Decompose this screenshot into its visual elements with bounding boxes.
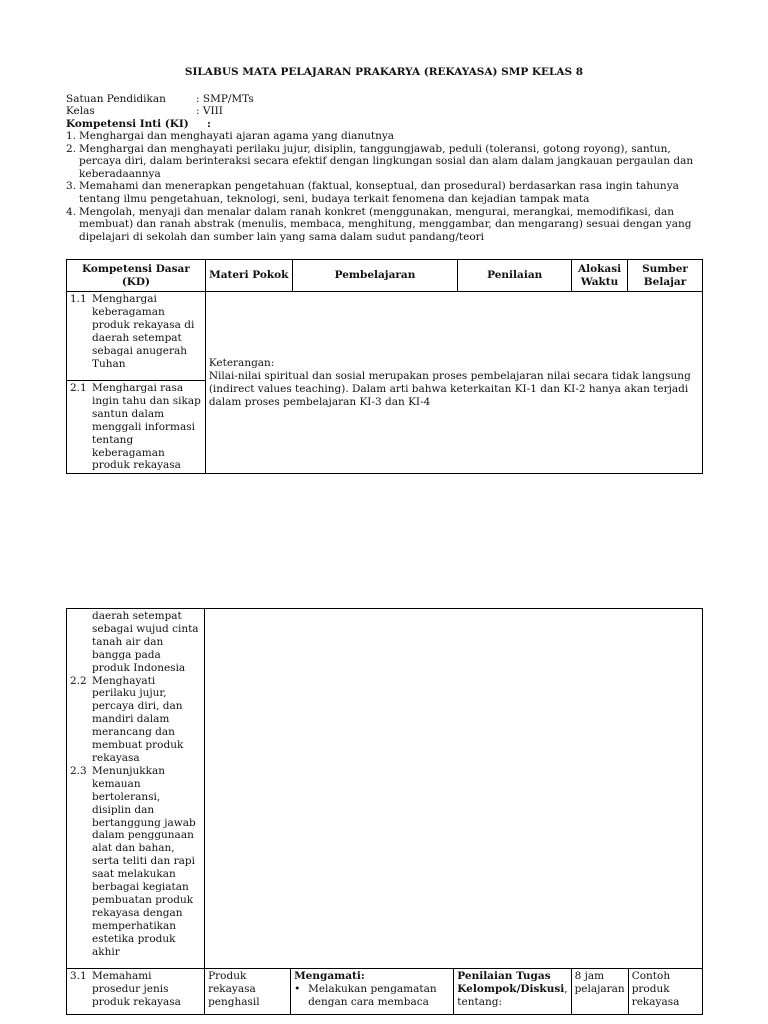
kd-text: Menghargai rasa ingin tahu dan sikap santun dalam menggali informasi tentang keberagaman produk rekayasa bbox=[92, 382, 201, 472]
header-pembelajaran: Pembelajaran bbox=[292, 260, 458, 292]
kd-number: 1.1 bbox=[70, 293, 87, 305]
header-penilaian: Penilaian bbox=[458, 260, 572, 292]
kd-text: Menunjukkan kemauan bertoleransi, disiplin dan bertanggung jawab dalam penggunaan alat dan bahan, serta teliti dan rapi saat melakukan berbagai kegiatan pembuatan produk rekayasa dengan memperhatikan estetika produk akhir bbox=[92, 764, 196, 958]
pembelajaran-cell bbox=[291, 969, 454, 1015]
syllabus-table-part1 bbox=[66, 259, 703, 474]
ki-text: Memahami dan menerapkan pengetahuan (faktual, konseptual, dan prosedural) berdasarkan rasa ingin tahunya tentang ilmu pengetahuan, teknologi, seni, budaya terkait fenomena dan kejadian tampak mata bbox=[79, 180, 679, 205]
meta-value: : SMP/MTs bbox=[196, 93, 254, 105]
bullet: • bbox=[294, 983, 301, 995]
kd-number: 3.1 bbox=[70, 970, 87, 982]
meta-label: Kelas bbox=[66, 105, 95, 117]
kd-text: Menghargai keberagaman produk rekayasa di daerah setempat sebagai anugerah Tuhan bbox=[92, 293, 195, 370]
meta-label: Satuan Pendidikan bbox=[66, 93, 166, 105]
meta-row-kelas bbox=[66, 105, 223, 117]
pembelajaran-heading: Mengamati: bbox=[294, 970, 365, 982]
table-row bbox=[67, 969, 703, 1015]
kd-cell bbox=[67, 609, 205, 969]
ki-num: 1. bbox=[66, 130, 77, 142]
empty-merged-cell bbox=[205, 609, 703, 969]
meta-value: : VIII bbox=[196, 105, 223, 117]
ki-item bbox=[66, 206, 706, 244]
materi-cell: Produk rekayasa penghasil bbox=[205, 969, 291, 1015]
ki-list bbox=[66, 130, 706, 243]
kd-continuation-text: daerah setempat sebagai wujud cinta tanah air dan bangga pada produk Indonesia bbox=[92, 610, 199, 674]
table-header-row bbox=[67, 260, 703, 292]
ki-num: 2. bbox=[66, 142, 77, 155]
ki-text: Menghargai dan menghayati perilaku jujur, disiplin, tanggungjawab, peduli (toleransi, gotong royong), santun, percaya diri, dalam berinteraksi secara efektif dengan lingkungan sosial dan alam dalam jangkauan pergaulan dan keberadaannya bbox=[79, 142, 694, 180]
table-row bbox=[67, 609, 703, 969]
ki-item bbox=[66, 180, 706, 205]
kd-number: 2.3 bbox=[70, 764, 87, 777]
ki-item bbox=[66, 130, 706, 143]
kd-number: 2.1 bbox=[70, 382, 87, 394]
penilaian-rest: , tentang: bbox=[457, 983, 568, 1008]
penilaian-bold: Penilaian Tugas Kelompok/Diskusi bbox=[457, 970, 565, 995]
kd-text: Menghayati perilaku jujur, percaya diri, dan mandiri dalam merancang dan membuat produk rekayasa bbox=[92, 674, 184, 764]
header-materi: Materi Pokok bbox=[205, 260, 292, 292]
pembelajaran-item: Melakukan pengamatan dengan cara membaca bbox=[308, 983, 437, 1008]
header-sumber: Sumber Belajar bbox=[628, 260, 703, 292]
kd-cell bbox=[67, 969, 205, 1015]
header-alokasi: Alokasi Waktu bbox=[572, 260, 628, 292]
ki-num: 3. bbox=[66, 180, 77, 193]
header-kd: Kompetensi Dasar (KD) bbox=[67, 260, 206, 292]
kd-text: Memahami prosedur jenis produk rekayasa bbox=[92, 970, 181, 1008]
kd-cell bbox=[67, 381, 206, 474]
page-title: SILABUS MATA PELAJARAN PRAKARYA (REKAYASA) SMP KELAS 8 bbox=[184, 66, 584, 78]
kd-number: 2.2 bbox=[70, 674, 87, 687]
penilaian-cell bbox=[454, 969, 571, 1015]
alokasi-cell: 8 jam pelajaran bbox=[571, 969, 628, 1015]
ki-heading: Kompetensi Inti (KI) : bbox=[66, 118, 211, 130]
note-text: Nilai-nilai spiritual dan sosial merupakan proses pembelajaran nilai secara tidak langsung (indirect values teaching). Dalam arti bahwa keterkaitan KI-1 dan KI-2 hanya akan terjadi dalam proses pembelajaran KI-3 dan KI-4 bbox=[208, 369, 691, 408]
meta-row-satuan bbox=[66, 93, 254, 105]
ki-item bbox=[66, 143, 706, 181]
table-row bbox=[67, 292, 703, 381]
kd-cell bbox=[67, 292, 206, 381]
ki-num: 4. bbox=[66, 205, 77, 218]
note-label: Keterangan: bbox=[208, 356, 275, 369]
note-cell bbox=[205, 292, 702, 474]
ki-text: Mengolah, menyaji dan menalar dalam ranah konkret (menggunakan, mengurai, merangkai, memodifikasi, dan membuat) dan ranah abstrak (menulis, membaca, menghitung, menggambar, dan mengarang) sesuai dengan yang dipelajari di sekolah dan sumber lain yang sama dalam sudut pandang/teori bbox=[79, 205, 692, 243]
syllabus-table-part2 bbox=[66, 608, 703, 1015]
sumber-cell: Contoh produk rekayasa bbox=[628, 969, 702, 1015]
ki-text: Menghargai dan menghayati ajaran agama yang dianutnya bbox=[79, 130, 395, 142]
